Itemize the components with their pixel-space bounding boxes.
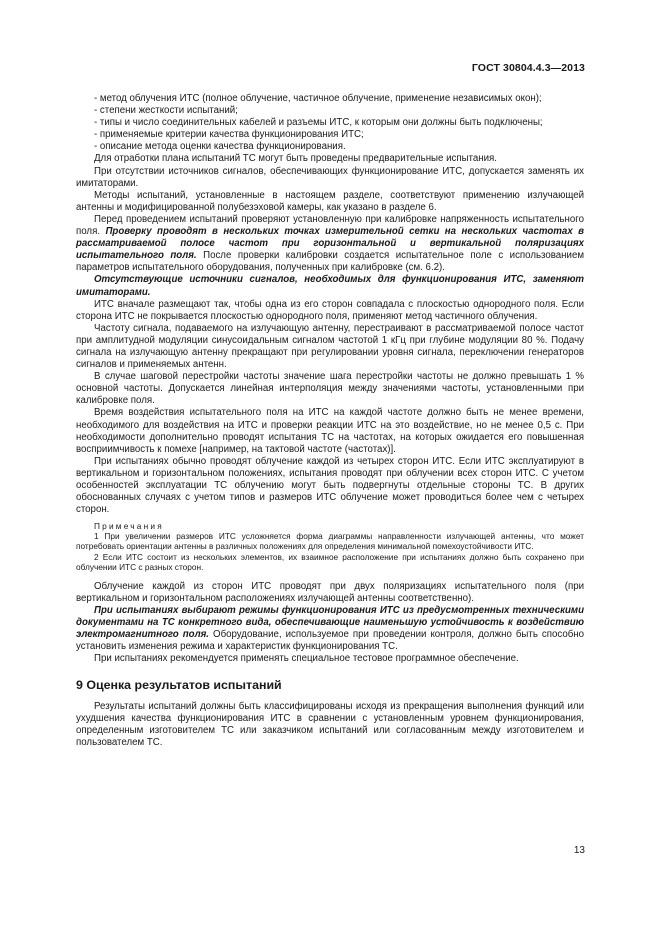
paragraph: Облучение каждой из сторон ИТС проводят при двух поляризациях испытательного поля (при вертикальном и горизонтальном расположениях излучающей антенны соответственно).: [76, 580, 584, 604]
note-item: 1 При увеличении размеров ИТС усложняется форма диаграммы направленности излучающей антенны, что может потребовать ориентации антенны в различных положениях для определения минимальной помехоустойчивости ИТС.: [76, 531, 584, 552]
paragraph-text: Перед проведением испытаний проверяют установленную при калибровке напряженность испытательного поля.: [76, 213, 584, 238]
list-item: - применяемые критерии качества функционирования ИТС;: [94, 129, 364, 141]
paragraph-text: Оборудование, используемое при проведении контроля, должно быть способно установить изменения режима и характеристик функционирования ТС.: [76, 629, 584, 653]
emphasis-text: Проверку проводят в нескольких точках измерительной сетки на нескольких частотах в рассматриваемой полосе частот при горизонтальной и вертикальной поляризациях испытательного поля.: [76, 226, 584, 262]
list-item: - описание метода оценки качества функционирования.: [94, 141, 346, 153]
emphasis-paragraph: Отсутствующие источники сигналов, необходимых для функционирования ИТС, заменяют имитаторами.: [76, 274, 584, 298]
section-heading: 9 Оценка результатов испытаний: [76, 678, 282, 693]
list-item: - метод облучения ИТС (полное облучение, частичное облучение, применение независимых окон);: [94, 93, 542, 104]
emphasis-text: При испытаниях выбирают режимы функционирования ИТС из предусмотренных техническими документами на ТС конкретного вида, обеспечивающие наименьшую устойчивость к воздействию электромагнитного поля.: [76, 604, 584, 641]
notes-block: [76, 521, 584, 571]
paragraph: Частоту сигнала, подаваемого на излучающую антенну, перестраивают в рассматриваемой полосе частот при амплитудной модуляции синусоидальным сигналом частотой 1 кГц при глубине модуляции 80 %. Подачу сигнала на излучающую антенну прекращают при регулировании уровня сигнала, переключении генераторов сигналов и применяемых антенн.: [76, 322, 584, 371]
page-body: [76, 93, 584, 749]
paragraph: Время воздействия испытательного поля на ИТС на каждой частоте должно быть не менее времени, необходимого для воздействия на ИТС и проверки реакции ИТС на это воздействие, но не менее 0,5 с. При необходимости дополнительно проводят испытания ТС на частотах, на которых ожидается его повышенная восприимчивость к помехе [например, на тактовой частоте (частотах)].: [76, 407, 584, 455]
paragraph: Методы испытаний, установленные в настоящем разделе, соответствуют применению излучающей антенны и модифицированной полубезэховой камеры, как указано в разделе 6.: [76, 189, 584, 213]
paragraph: [76, 605, 584, 653]
paragraph: ИТС вначале размещают так, чтобы одна из его сторон совпадала с плоскостью однородного поля. Если сторона ИТС не покрывается плоскостью однородного поля, применяют метод частичного облучения.: [76, 298, 584, 322]
paragraph: При испытаниях обычно проводят облучение каждой из четырех сторон ИТС. Если ИТС эксплуатируют в вертикальном и горизонтальном положениях, испытания проводят при облучении всех сторон ИТС. С учетом особенностей эксплуатации ТС облучению могут быть подвергнуты отдельные стороны ТС. В других обоснованных случаях с учетом типов и размеров ИТС облучение может проводиться более чем с четырех сторон.: [76, 455, 584, 516]
document-header: ГОСТ 30804.4.3—2013: [471, 62, 585, 74]
paragraph: В случае шаговой перестройки частоты значение шага перестройки частоты не должно превышать 1 % основной частоты. Допускается линейная интерполяция между значениями частоты, установленными при калибровке поля.: [76, 371, 584, 407]
paragraph-text: После проверки калибровки создается испытательное поле с использованием параметров испытательного оборудования, полученных при калибровке (см. 6.2).: [76, 250, 584, 274]
paragraph: При отсутствии источников сигналов, обеспечивающих функционирование ИТС, допускается заменять их имитаторами.: [76, 165, 584, 189]
paragraph: Результаты испытаний должны быть классифицированы исходя из прекращения выполнения функций или ухудшения качества функционирования ИТС в сравнении с установленным уровнем функционирования, определенным изготовителем ТС или заказчиком испытаний или согласованным между изготовителем и пользователем ТС.: [76, 700, 584, 748]
list-item: - степени жесткости испытаний;: [94, 105, 238, 117]
paragraph: [76, 214, 584, 274]
page-number: 13: [573, 845, 585, 856]
paragraph: Для отработки плана испытаний ТС могут быть проведены предварительные испытания.: [94, 153, 497, 165]
notes-title: Примечания: [94, 521, 164, 532]
paragraph: При испытаниях рекомендуется применять специальное тестовое программное обеспечение.: [94, 653, 519, 665]
note-item: 2 Если ИТС состоит из нескольких элементов, их взаимное расположение при испытаниях должно быть сохранено при облучении ИТС с разных сторон.: [76, 551, 584, 572]
list-item: - типы и число соединительных кабелей и разъемы ИТС, к которым они должны быть подключены;: [94, 117, 543, 129]
